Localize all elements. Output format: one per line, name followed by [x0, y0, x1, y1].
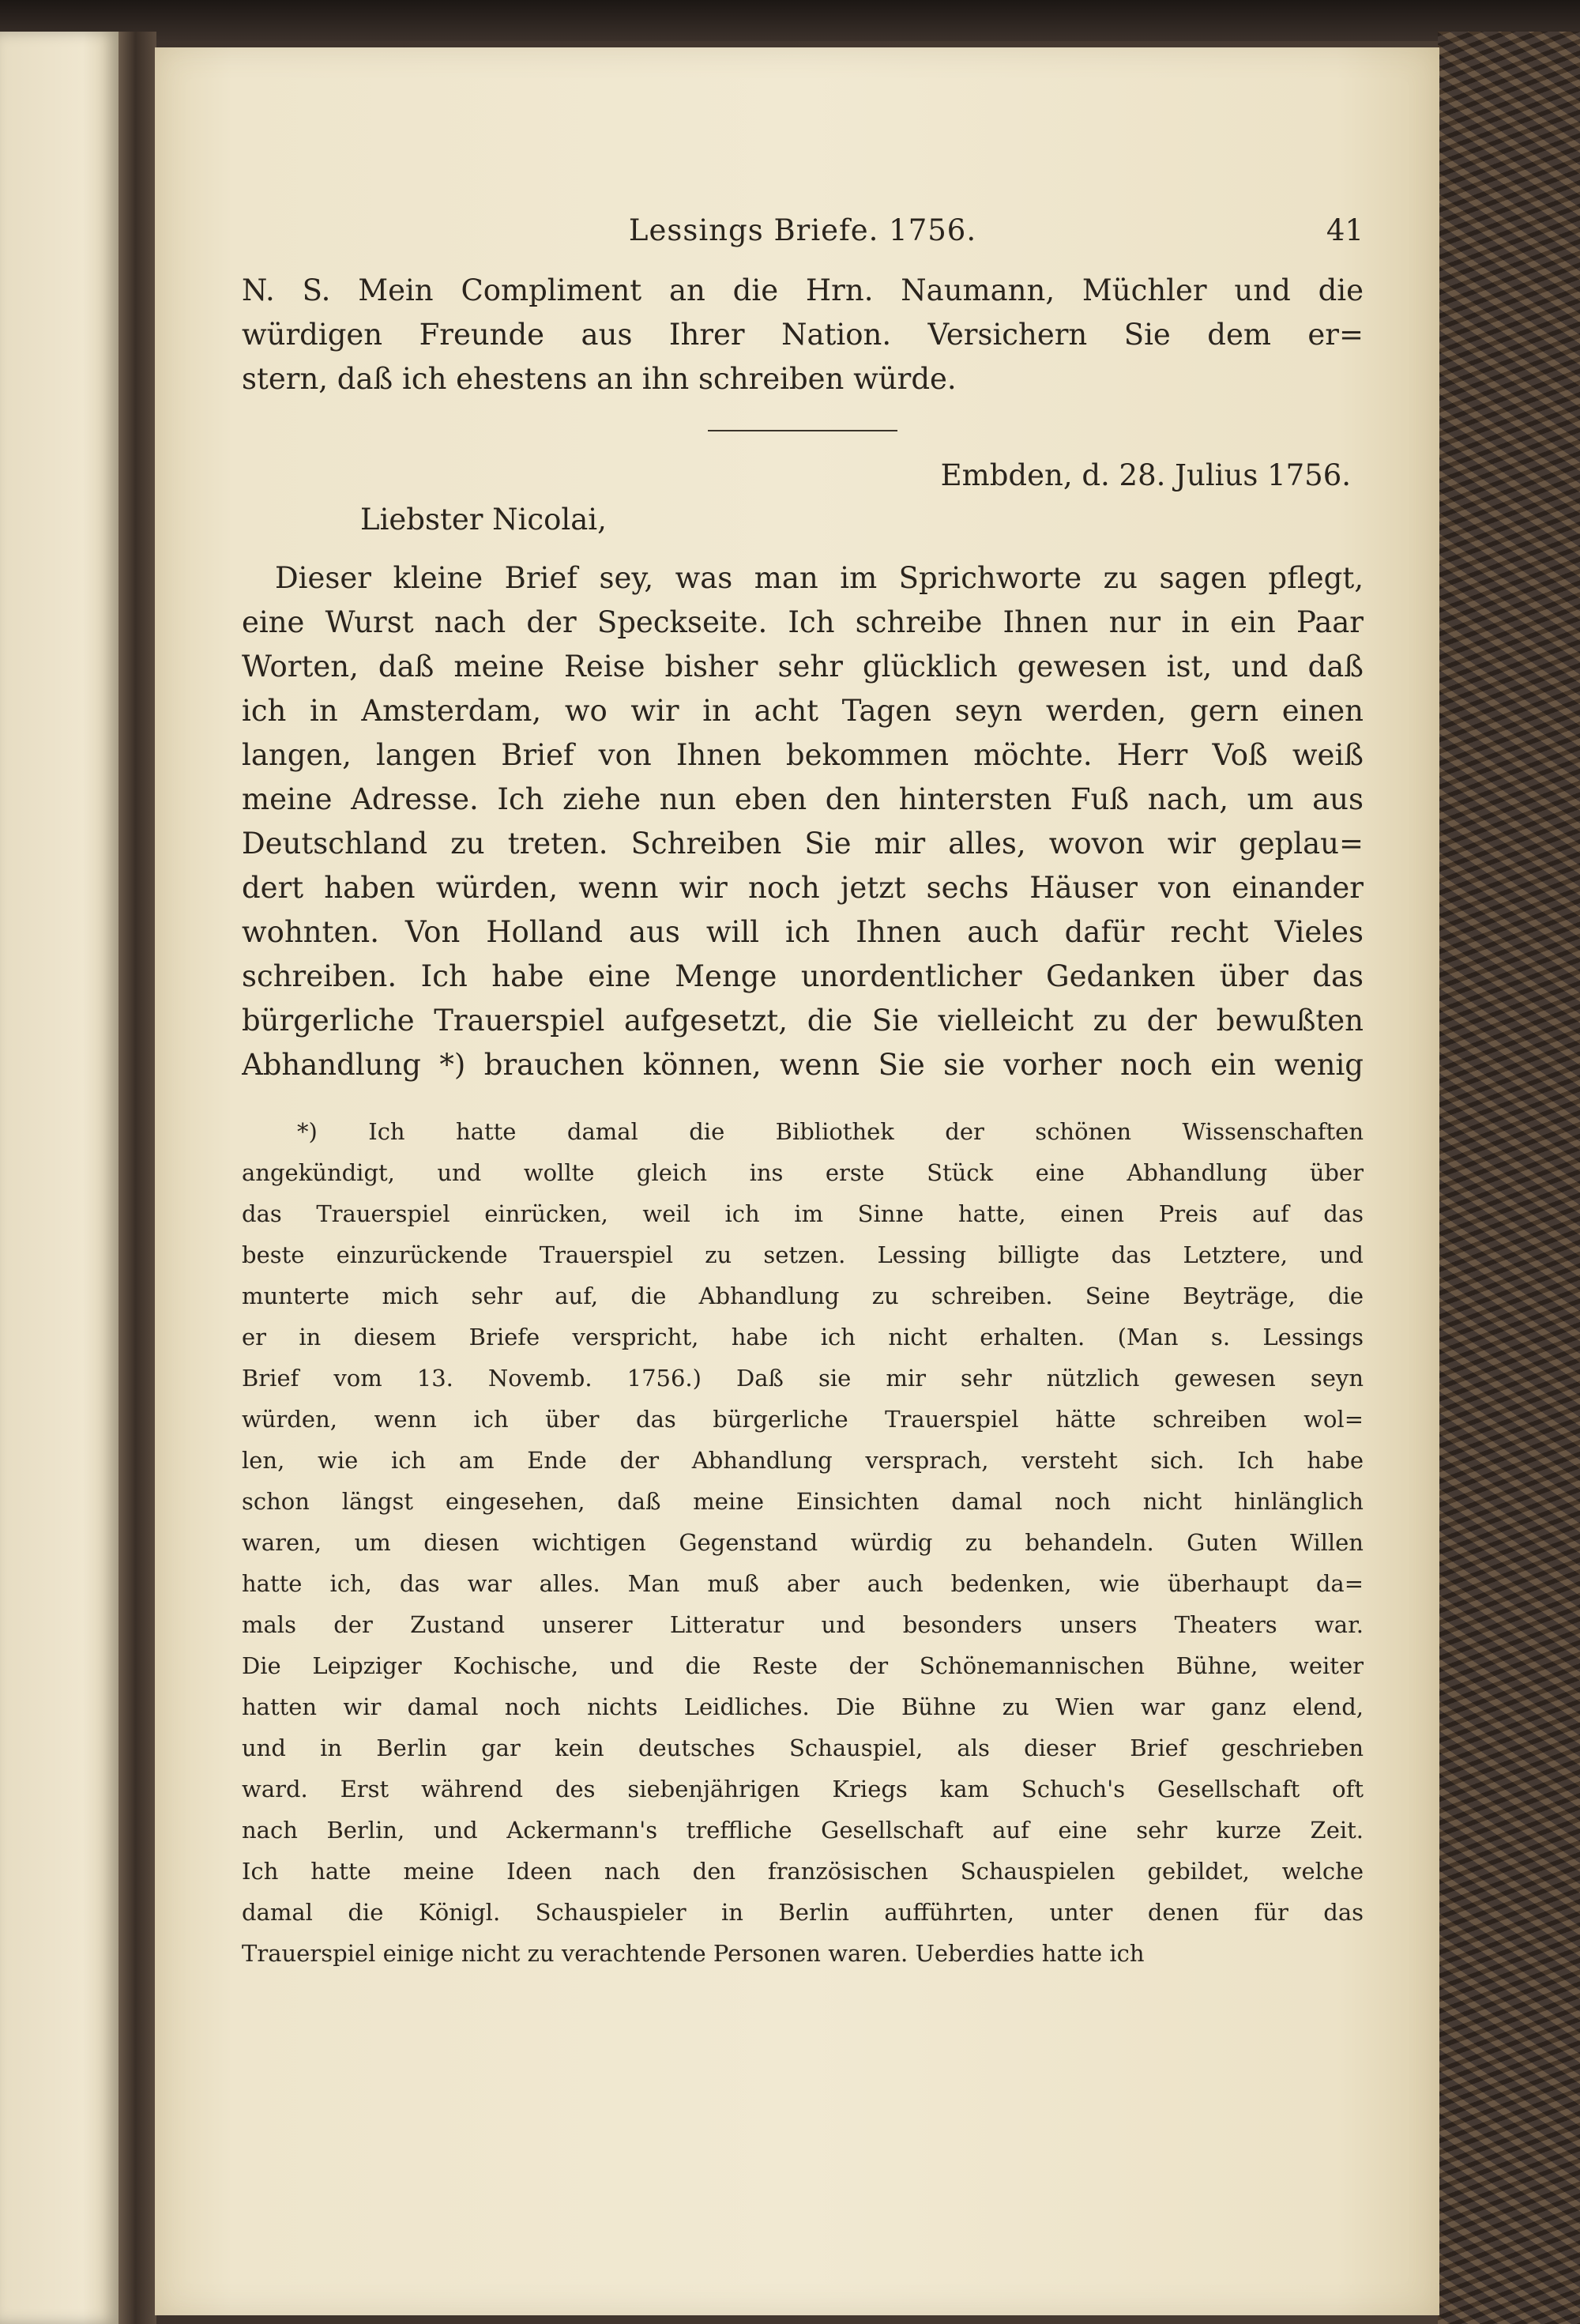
text-line: stern, daß ich ehestens an ihn schreiben würde.: [242, 362, 957, 396]
footnote-line: nach Berlin, und Ackermann's treffliche Gesellschaft auf eine sehr kurze Zeit.: [242, 1817, 1364, 1844]
text-line: Abhandlung *) brauchen können, wenn Sie sie vorher noch ein wenig: [242, 1048, 1364, 1082]
footnote-line: ward. Erst während des siebenjährigen Kriegs kam Schuch's Gesellschaft oft: [242, 1776, 1364, 1802]
letter-salutation: Liebster Nicolai,: [360, 503, 607, 537]
text-line: Dieser kleine Brief sey, was man im Sprichworte zu sagen pflegt,: [275, 561, 1364, 595]
footnote-line: hatten wir damal noch nichts Leidliches. Die Bühne zu Wien war ganz elend,: [242, 1693, 1364, 1720]
previous-page-edge: [0, 32, 118, 2324]
marbled-board-edge: [1438, 32, 1580, 2324]
page-number: 41: [1326, 213, 1364, 247]
footnote-line: Die Leipziger Kochische, und die Reste der Schönemannischen Bühne, weiter: [242, 1652, 1364, 1679]
footnote-line: angekündigt, und wollte gleich ins erste Stück eine Abhandlung über: [242, 1159, 1364, 1186]
footnote-line: schon längst eingesehen, daß meine Einsichten damal noch nicht hinlänglich: [242, 1488, 1364, 1515]
text-line: ich in Amsterdam, wo wir in acht Tagen seyn werden, gern einen: [242, 694, 1364, 728]
running-header: [242, 213, 1364, 261]
footnote-line: er in diesem Briefe verspricht, habe ich nicht erhalten. (Man s. Lessings: [242, 1324, 1364, 1350]
footnote-line: mals der Zustand unserer Litteratur und besonders unsers Theaters war.: [242, 1611, 1364, 1638]
postscript: [242, 269, 1364, 401]
running-title: Lessings Briefe. 1756.: [628, 213, 977, 247]
footnote-line: waren, um diesen wichtigen Gegenstand würdig zu behandeln. Guten Willen: [242, 1529, 1364, 1556]
text-line: meine Adresse. Ich ziehe nun eben den hintersten Fuß nach, um aus: [242, 782, 1364, 816]
text-line: dert haben würden, wenn wir noch jetzt sechs Häuser von einander: [242, 871, 1364, 905]
footnote-line: und in Berlin gar kein deutsches Schauspiel, als dieser Brief geschrieben: [242, 1735, 1364, 1761]
text-line: Deutschland zu treten. Schreiben Sie mir alles, wovon wir geplau=: [242, 827, 1364, 861]
footnote-line: hatte ich, das war alles. Man muß aber auch bedenken, wie überhaupt da=: [242, 1570, 1364, 1597]
footnote: [242, 1111, 1364, 1974]
footnote-line: Ich hatte meine Ideen nach den französischen Schauspielen gebildet, welche: [242, 1858, 1364, 1885]
footnote-line: würden, wenn ich über das bürgerliche Trauerspiel hätte schreiben wol=: [242, 1406, 1364, 1433]
text-line: bürgerliche Trauerspiel aufgesetzt, die Sie vielleicht zu der bewußten: [242, 1004, 1364, 1038]
text-line: N. S. Mein Compliment an die Hrn. Naumann, Müchler und die: [242, 273, 1364, 307]
text-line: würdigen Freunde aus Ihrer Nation. Versichern Sie dem er=: [242, 318, 1364, 352]
book-page: [155, 47, 1439, 2315]
section-divider: [708, 430, 897, 431]
page-body: [242, 269, 1364, 1974]
text-line: schreiben. Ich habe eine Menge unordentlicher Gedanken über das: [242, 959, 1364, 993]
footnote-line: *) Ich hatte damal die Bibliothek der schönen Wissenschaften: [297, 1118, 1364, 1145]
text-line: wohnten. Von Holland aus will ich Ihnen auch dafür recht Vieles: [242, 915, 1364, 949]
letter-body: [242, 556, 1364, 1087]
footnote-line: das Trauerspiel einrücken, weil ich im Sinne hatte, einen Preis auf das: [242, 1200, 1364, 1227]
text-line: Worten, daß meine Reise bisher sehr glücklich gewesen ist, und daß: [242, 650, 1364, 684]
footnote-line: damal die Königl. Schauspieler in Berlin aufführten, unter denen für das: [242, 1899, 1364, 1926]
text-line: langen, langen Brief von Ihnen bekommen möchte. Herr Voß weiß: [242, 738, 1364, 772]
footnote-line: beste einzurückende Trauerspiel zu setzen. Lessing billigte das Letztere, und: [242, 1241, 1364, 1268]
letter-dateline: Embden, d. 28. Julius 1756.: [940, 458, 1351, 492]
text-line: eine Wurst nach der Speckseite. Ich schreibe Ihnen nur in ein Paar: [242, 605, 1364, 639]
book-gutter: [118, 32, 156, 2324]
scan-top-border: [0, 0, 1580, 41]
footnote-line: Trauerspiel einige nicht zu verachtende Personen waren. Ueberdies hatte ich: [242, 1940, 1145, 1967]
footnote-line: Brief vom 13. Novemb. 1756.) Daß sie mir sehr nützlich gewesen seyn: [242, 1365, 1364, 1392]
footnote-line: munterte mich sehr auf, die Abhandlung zu schreiben. Seine Beyträge, die: [242, 1283, 1364, 1309]
footnote-line: len, wie ich am Ende der Abhandlung versprach, versteht sich. Ich habe: [242, 1447, 1364, 1474]
